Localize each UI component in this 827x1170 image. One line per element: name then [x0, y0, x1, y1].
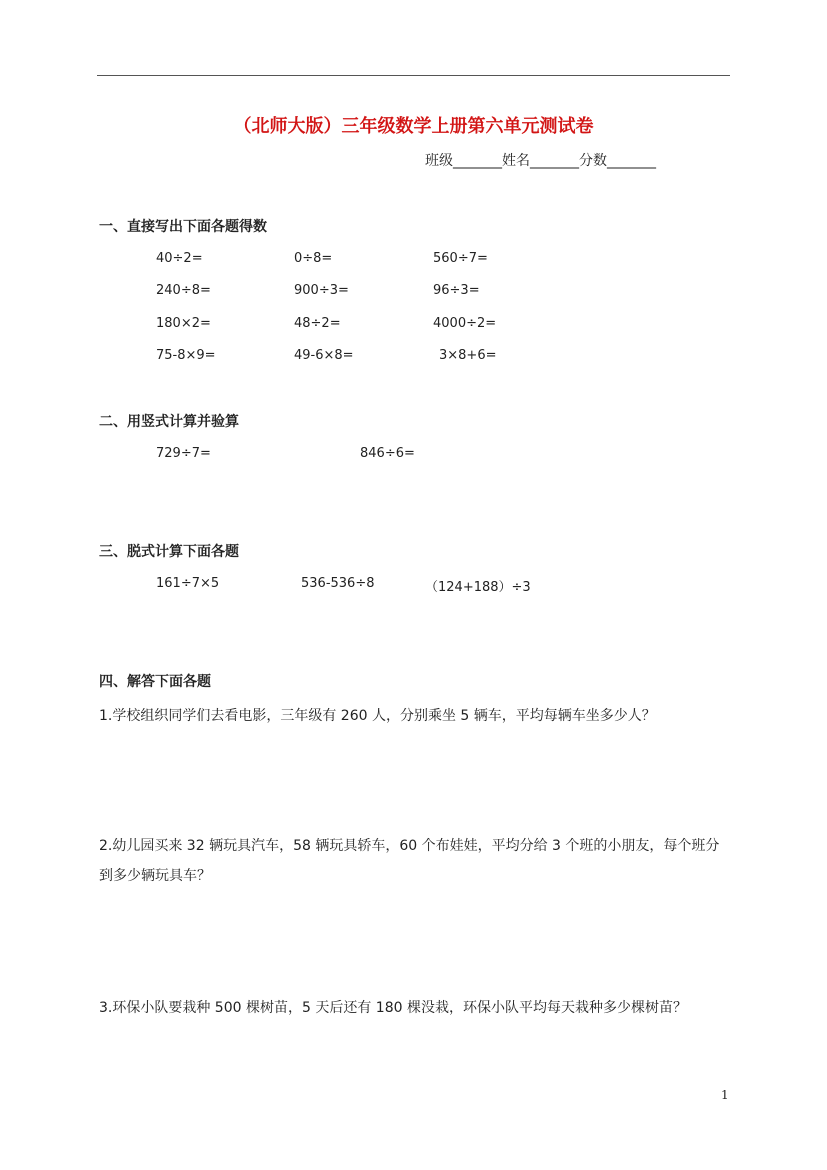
step-calc-item: （124+188）÷3	[425, 580, 531, 595]
word-problem-2-continued: 到多少辆玩具车？	[99, 868, 211, 884]
oral-calc-item: 240÷8=	[156, 283, 211, 298]
oral-calc-item: 48÷2=	[294, 316, 341, 331]
oral-calc-item: 3×8+6=	[439, 348, 497, 363]
oral-calc-item: 900÷3=	[294, 283, 349, 298]
step-calc-item: 536-536÷8	[301, 576, 375, 591]
section-1-heading: 一、直接写出下面各题得数	[99, 219, 267, 235]
oral-calc-item: 75-8×9=	[156, 348, 216, 363]
section-2-heading: 二、用竖式计算并验算	[99, 414, 239, 430]
section-4-heading: 四、解答下面各题	[99, 674, 211, 690]
oral-calc-item: 96÷3=	[433, 283, 480, 298]
word-problem-2: 2.幼儿园买来 32 辆玩具汽车，58 辆玩具轿车，60 个布娃娃，平均分给 3 个班的小朋友，每个班分	[99, 838, 720, 854]
page-title: （北师大版）三年级数学上册第六单元测试卷	[233, 116, 594, 137]
oral-calc-item: 0÷8=	[294, 251, 333, 266]
vertical-calc-item: 729÷7=	[156, 446, 211, 461]
section-3-heading: 三、脱式计算下面各题	[99, 544, 239, 560]
oral-calc-item: 560÷7=	[433, 251, 488, 266]
step-calc-item: 161÷7×5	[156, 576, 220, 591]
oral-calc-item: 49-6×8=	[294, 348, 354, 363]
word-problem-1: 1.学校组织同学们去看电影，三年级有 260 人，分别乘坐 5 辆车，平均每辆车坐多少人？	[99, 708, 656, 724]
vertical-calc-item: 846÷6=	[360, 446, 415, 461]
header-rule	[97, 75, 730, 76]
oral-calc-item: 4000÷2=	[433, 316, 497, 331]
page-number: 1	[721, 1088, 729, 1102]
word-problem-3: 3.环保小队要栽种 500 棵树苗，5 天后还有 180 棵没栽，环保小队平均每天栽种多少棵树苗？	[99, 1000, 687, 1016]
oral-calc-item: 40÷2=	[156, 251, 203, 266]
oral-calc-item: 180×2=	[156, 316, 211, 331]
student-info-line: 班级_______姓名_______分数_______	[425, 153, 656, 169]
